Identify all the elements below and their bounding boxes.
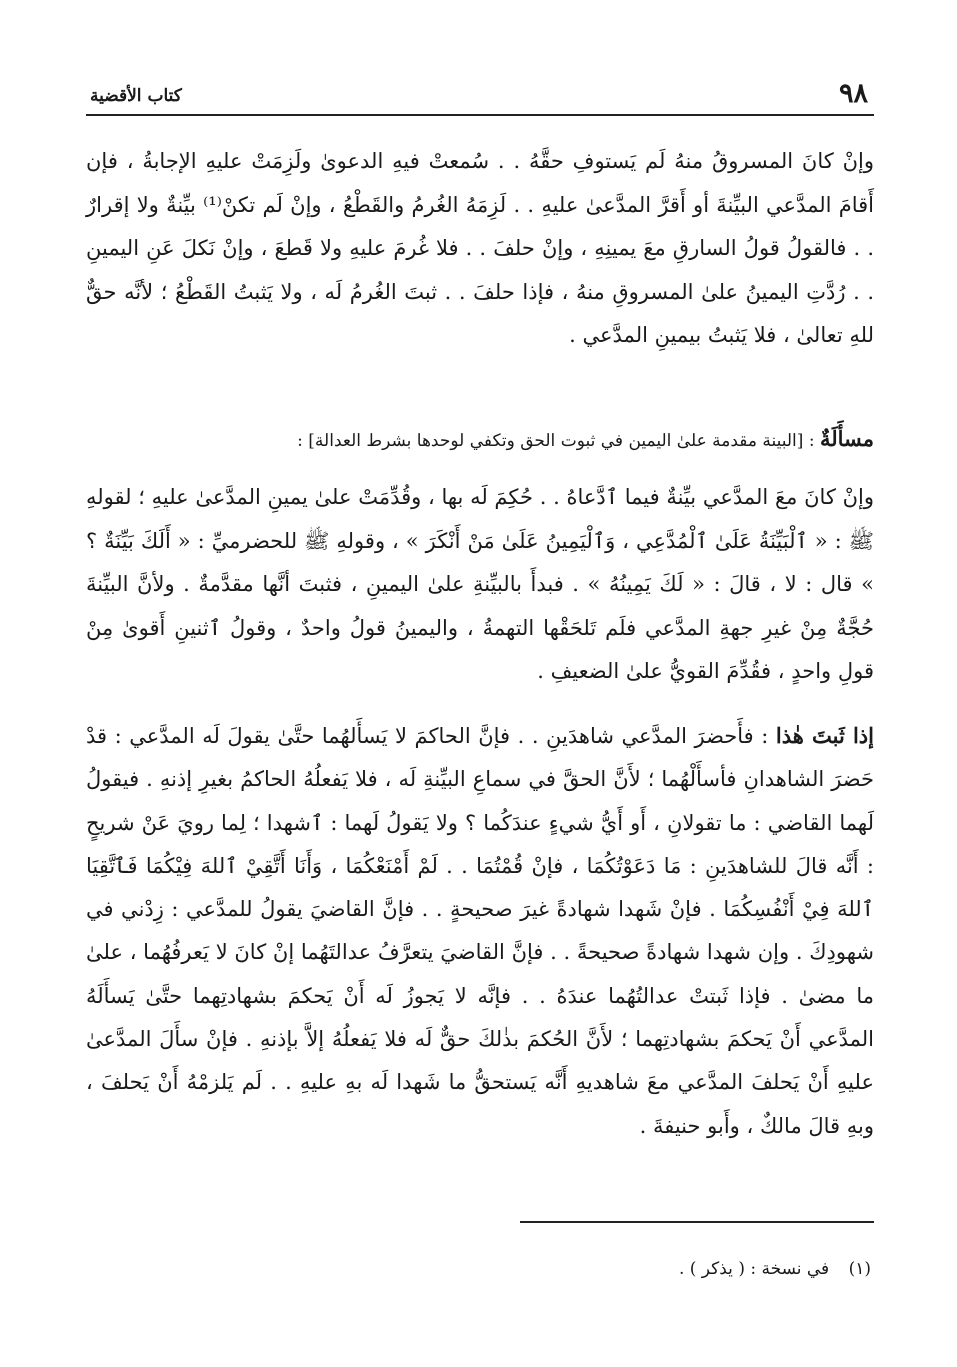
heading-text: : [البينة مقدمة علىٰ اليمين في ثبوت الحق وتكفي لوحدها بشرط العدالة] :: [297, 431, 815, 451]
footnote-text: في نسخة : ( يذكر ) .: [678, 1259, 830, 1279]
paragraph-text: وإنْ كانَ معَ المدَّعي بيِّنةٌ فيما ٱدَّعاهُ . . حُكِمَ لَه بها ، وقُدِّمَتْ علىٰ يمينِ المدَّعىٰ عليهِ ؛ لقولهِ ﷺ : « ٱلْبَيِّنَةُ عَلَىٰ ٱلْمُدَّعِي ، وَٱلْيَمِينُ عَلَىٰ مَنْ أَنْكَرَ » ، وقولهِ ﷺ للحضرميِّ : « أَلَكَ بَيِّنَةٌ ؟ » قال : لا ، قالَ : « لَكَ يَمِينُهُ » . فبدأَ بالبيِّنةِ علىٰ اليمينِ ، فثبتَ أنَّها مقدَّمةٌ . ولأنَّ البيِّنةَ حُجَّةٌ مِنْ غيرِ جهةِ المدَّعي فلَم تَلحَقْها التهمةُ ، واليمينُ قولُ واحدٌ ، وقولُ ٱثنينِ أَقوىٰ مِنْ قولِ واحدٍ ، فقُدِّمَ القويُّ علىٰ الضعيفِ .: [86, 485, 874, 684]
running-title: كتاب الأقضية: [90, 86, 182, 106]
paragraph-text: [86, 714, 874, 1148]
page-number: ٩٨: [838, 78, 868, 109]
footnote-divider: [520, 1221, 874, 1223]
paragraph-text: وإنْ كانَ المسروقُ منهُ لَم يَستوفِ حقَّهُ . . سُمعتْ فيهِ الدعوىٰ ولَزِمَتْ عليهِ الإجابةُ ، فإن أَقامَ المدَّعي البيِّنةَ أو أَقرَّ المدَّعىٰ عليهِ . . لَزِمَهُ الغُرمُ والقَطْعُ ، وإنْ لَم تكنْ⁽¹⁾ بيِّنةٌ ولا إقرارٌ . . فالقولُ قولُ السارقِ معَ يمينِهِ ، وإنْ حلفَ . . فلا غُرمَ عليهِ ولا قَطعَ ، وإنْ نَكلَ عَنِ اليمينِ . . رُدَّتِ اليمينُ علىٰ المسروقِ منهُ ، فإذا حلفَ . . ثبتَ الغُرمُ لَه ، ولا يَثبتُ القَطْعُ ؛ لأنَّه حقٌّ للهِ تعالىٰ ، فلا يَثبتُ بيمينِ المدَّعي .: [86, 149, 874, 348]
paragraph-lead: إذا ثَبتَ هٰذا: [775, 723, 874, 748]
paragraph-sariq: [86, 140, 874, 358]
heading-lead: مسأَلَةٌ: [819, 426, 874, 451]
paragraph-body: : فأَحضرَ المدَّعي شاهدَينِ . . فإنَّ الحاكمَ لا يَسأَلهُما حتَّىٰ يقولَ لَه المدَّعي : قدْ حَضرَ الشاهدانِ فأسأَلْهُما ؛ لأَنَّ الحقَّ في سماعِ البيِّنةِ لَه ، فلا يَفعلُهُ الحاكمُ بغيرِ إذنهِ . فيقولُ لَهما القاضي : ما تقولانِ ، أَو أَيُّ شيءٍ عندَكُما ؟ ولا يَقولُ لَهما : ٱشهدا ؛ لِما رويَ عَنْ شريحٍ : أَنَّه قالَ للشاهدَينِ : مَا دَعَوْتُكُمَا ، فإنْ قُمْتُمَا . . لَمْ أَمْنَعْكُمَا ، وَأَنَا أَتَّقِيْ ٱللهَ فِيْكُمَا فَٱتَّقِيَا ٱللهَ فِيْ أَنْفُسِكُمَا . فإنْ شَهدا شهادةً غيرَ صحيحةٍ . . فإنَّ القاضيَ يقولُ للمدَّعي : زِدْني في شهودِكَ . وإن شهدا شهادةً صحيحةً . . فإنَّ القاضيَ يتعرَّفُ عدالتَهُما إنْ كانَ لا يَعرفُهُما ، علىٰ ما مضىٰ . فإذا ثَبتتْ عدالتُهُما عندَهُ . . فإنَّه لا يَجوزُ لَه أَنْ يَحكمَ بشهادتِهما حتَّىٰ يَسأَلَهُ المدَّعي أَنْ يَحكمَ بشهادتِهما ؛ لأَنَّ الحُكمَ بذٰلكَ حقٌّ لَه فلا يَفعلُهُ إلاَّ بإذنهِ . فإنْ سأَلَ المدَّعىٰ عليهِ أَنْ يَحلفَ المدَّعي معَ شاهديهِ أَنَّه يَستحقُّ ما شَهدا لَه بهِ عليهِ . . لَم يَلزمْهُ أَنْ يَحلفَ ، وبهِ قالَ مالكٌ ، وأَبو حنيفةَ .: [86, 724, 874, 1138]
page-header: [86, 74, 874, 116]
footnote-number: (١): [848, 1259, 871, 1279]
footnote: [679, 1259, 871, 1279]
paragraph-shahidayn: [86, 714, 874, 1148]
paragraph-bayyina: [86, 476, 874, 694]
section-heading: [86, 424, 874, 456]
